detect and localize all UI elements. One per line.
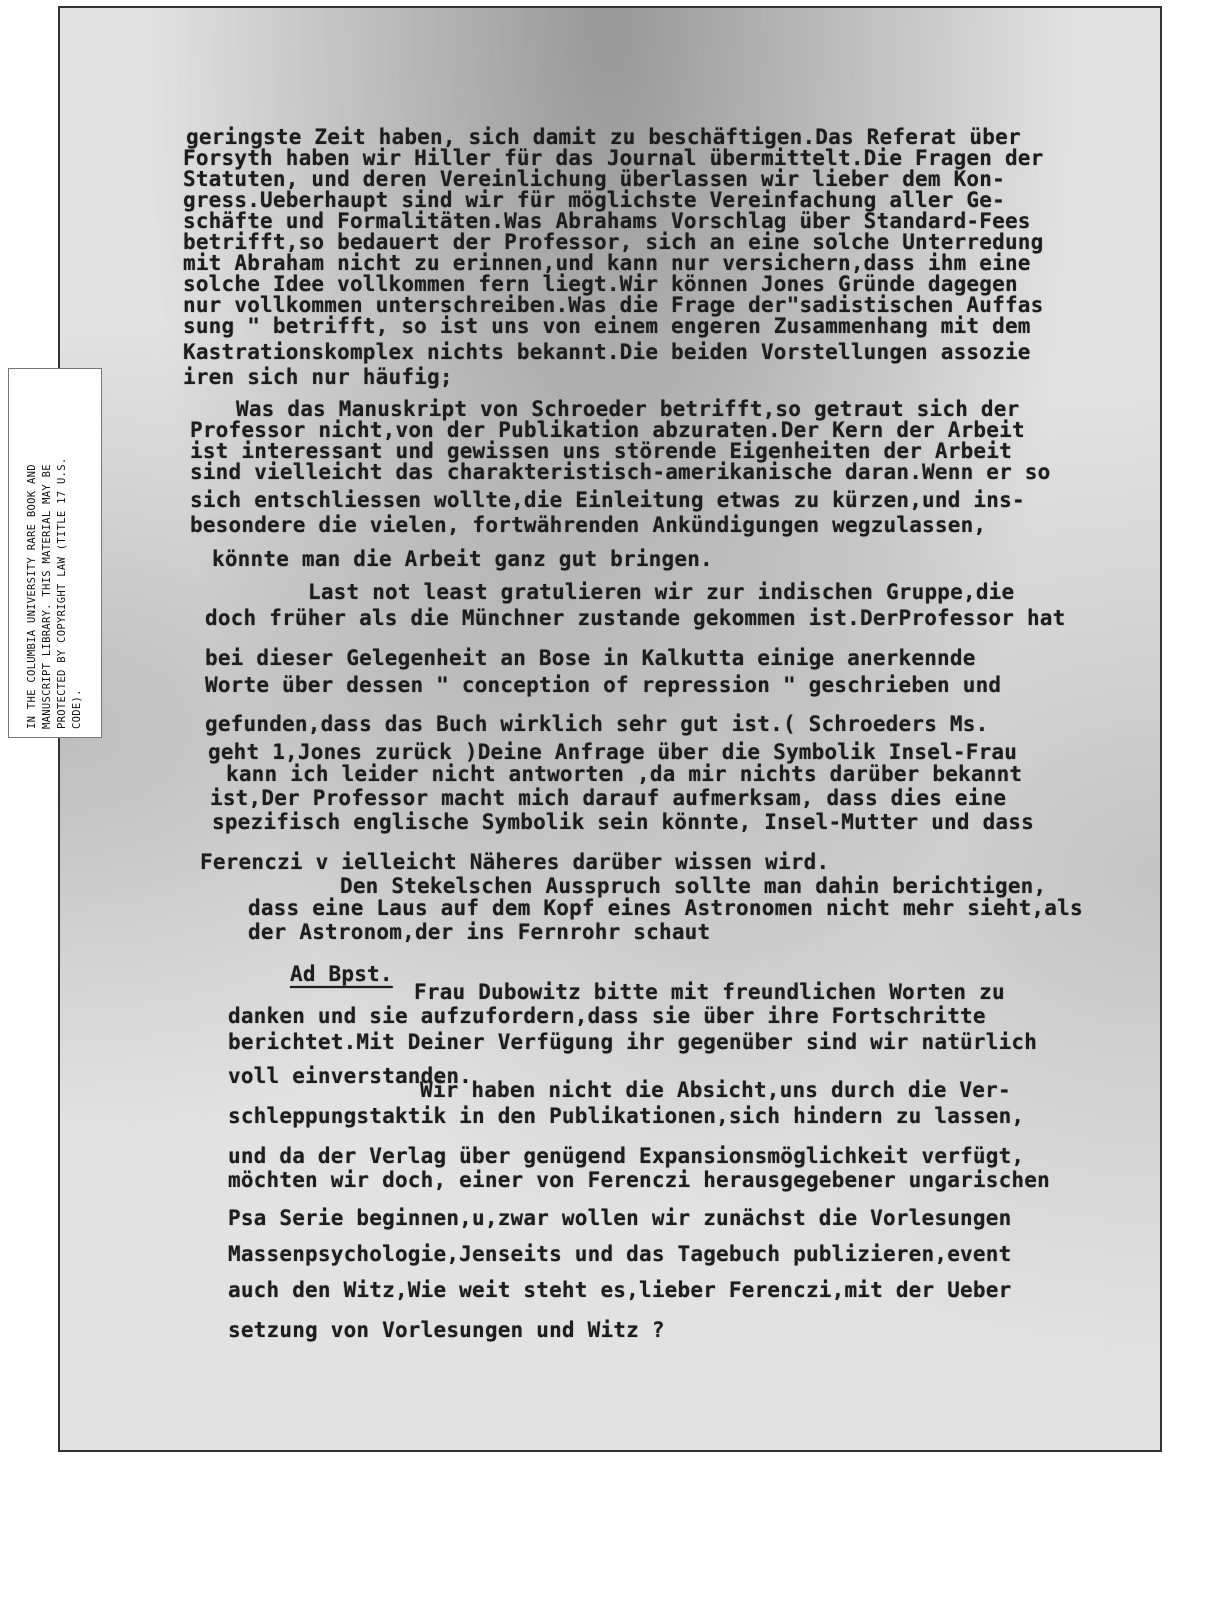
text-line: schäfte und Formalitäten.Was Abrahams Vorschlag über Standard-Fees bbox=[183, 209, 1031, 233]
text-line: Psa Serie beginnen,u,zwar wollen wir zunächst die Vorlesungen bbox=[228, 1206, 1012, 1230]
text-line: bei dieser Gelegenheit an Bose in Kalkutta einige anerkennde bbox=[205, 646, 976, 670]
text-line: sich entschliessen wollte,die Einleitung etwas zu kürzen,und ins- bbox=[190, 488, 1025, 512]
text-line: sung " betrifft, so ist uns von einem engeren Zusammenhang mit dem bbox=[183, 314, 1031, 338]
text-line: Frau Dubowitz bitte mit freundlichen Worten zu bbox=[414, 980, 1005, 1004]
text-line: spezifisch englische Symbolik sein könnte, Insel-Mutter und dass bbox=[212, 810, 1034, 834]
copyright-line: MANUSCRIPT LIBRARY. THIS MATERIAL MAY BE bbox=[41, 464, 53, 729]
copyright-line: CODE). bbox=[71, 689, 83, 729]
section-heading: Ad Bpst. bbox=[290, 962, 393, 986]
text-line: kann ich leider nicht antworten ,da mir nichts darüber bekannt bbox=[226, 762, 1023, 786]
text-line: voll einverstanden. bbox=[228, 1064, 473, 1088]
copyright-notice bbox=[25, 377, 85, 729]
text-line: Massenpsychologie,Jenseits und das Tagebuch publizieren,event bbox=[228, 1242, 1012, 1266]
text-line: schleppungstaktik in den Publikationen,sich hindern zu lassen, bbox=[228, 1104, 1025, 1128]
text-line: iren sich nur häufig; bbox=[183, 365, 453, 389]
text-line: geringste Zeit haben, sich damit zu beschäftigen.Das Referat über bbox=[186, 125, 1021, 149]
text-line: solche Idee vollkommen fern liegt.Wir können Jones Gründe dagegen bbox=[183, 272, 1018, 296]
text-line: auch den Witz,Wie weit steht es,lieber Ferenczi,mit der Ueber bbox=[228, 1278, 1012, 1302]
text-line: Ferenczi v ielleicht Näheres darüber wissen wird. bbox=[200, 850, 830, 874]
text-line: ist interessant und gewissen uns störende Eigenheiten der Arbeit bbox=[190, 439, 1012, 463]
text-line: Last not least gratulieren wir zur indischen Gruppe,die bbox=[308, 580, 1015, 604]
text-line: Professor nicht,von der Publikation abzuraten.Der Kern der Arbeit bbox=[190, 418, 1025, 442]
text-line: Statuten, und deren Vereinlichung überlassen wir lieber dem Kon- bbox=[183, 167, 1005, 191]
text-line: der Astronom,der ins Fernrohr schaut bbox=[248, 920, 711, 944]
text-line: sind vielleicht das charakteristisch-amerikanische daran.Wenn er so bbox=[190, 460, 1051, 484]
text-line: gefunden,dass das Buch wirklich sehr gut ist.( Schroeders Ms. bbox=[205, 712, 989, 736]
text-line: gress.Ueberhaupt sind wir für möglichste Vereinfachung aller Ge- bbox=[183, 188, 1005, 212]
text-line: mit Abraham nicht zu erinnen,und kann nur versichern,dass ihm eine bbox=[183, 251, 1031, 275]
text-line: Kastrationskomplex nichts bekannt.Die beiden Vorstellungen assozie bbox=[183, 340, 1031, 364]
text-line: könnte man die Arbeit ganz gut bringen. bbox=[212, 547, 713, 571]
copyright-stamp bbox=[8, 368, 102, 738]
text-line: Forsyth haben wir Hiller für das Journal übermittelt.Die Fragen der bbox=[183, 146, 1044, 170]
text-line: und da der Verlag über genügend Expansionsmöglichkeit verfügt, bbox=[228, 1144, 1025, 1168]
text-line: betrifft,so bedauert der Professor, sich an eine solche Unterredung bbox=[183, 230, 1044, 254]
text-line: nur vollkommen unterschreiben.Was die Frage der"sadistischen Auffas bbox=[183, 293, 1044, 317]
text-line: möchten wir doch, einer von Ferenczi herausgegebener ungarischen bbox=[228, 1168, 1050, 1192]
text-line: setzung von Vorlesungen und Witz ? bbox=[228, 1318, 665, 1342]
text-line: Worte über dessen " conception of repression " geschrieben und bbox=[205, 673, 1002, 697]
text-line: besondere die vielen, fortwährenden Ankündigungen wegzulassen, bbox=[190, 513, 987, 537]
text-line: Was das Manuskript von Schroeder betrifft,so getraut sich der bbox=[236, 397, 1020, 421]
copyright-line: PROTECTED BY COPYRIGHT LAW (TITLE 17 U.S. bbox=[56, 457, 68, 729]
text-line: ist,Der Professor macht mich darauf aufmerksam, dass dies eine bbox=[210, 786, 1007, 810]
text-line: Den Stekelschen Ausspruch sollte man dahin berichtigen, bbox=[340, 874, 1047, 898]
text-line: Wir haben nicht die Absicht,uns durch die Ver- bbox=[420, 1078, 1011, 1102]
text-line: doch früher als die Münchner zustande gekommen ist.DerProfessor hat bbox=[205, 606, 1066, 630]
copyright-line: IN THE COLUMBIA UNIVERSITY RARE BOOK AND bbox=[26, 464, 38, 729]
text-line: danken und sie aufzufordern,dass sie über ihre Fortschritte bbox=[228, 1004, 986, 1028]
text-line: geht 1,Jones zurück )Deine Anfrage über die Symbolik Insel-Frau bbox=[208, 740, 1018, 764]
text-line: berichtet.Mit Deiner Verfügung ihr gegenüber sind wir natürlich bbox=[228, 1030, 1038, 1054]
text-line: dass eine Laus auf dem Kopf eines Astronomen nicht mehr sieht,als bbox=[248, 896, 1083, 920]
